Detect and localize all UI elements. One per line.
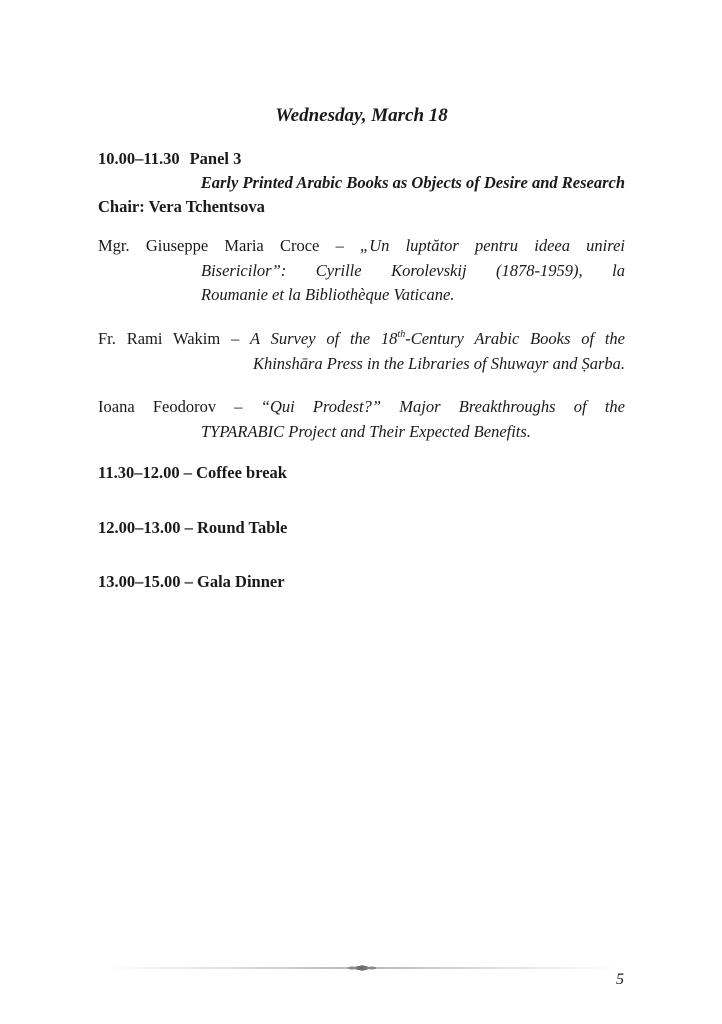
talk-speaker: Fr. Rami Wakim – <box>98 329 251 348</box>
talk-title: TYPARABIC Project and Their Expected Benefits. <box>201 421 531 441</box>
footer-ornament-rule <box>100 964 624 972</box>
schedule-item-coffee-break: 11.30–12.00 – Coffee break <box>98 463 287 482</box>
talk-title: Roumanie et la Bibliothèque Vaticane. <box>201 285 455 304</box>
schedule-item-round-table: 12.00–13.00 – Round Table <box>98 518 288 537</box>
talk-entry <box>98 234 625 308</box>
talk-line <box>98 395 625 420</box>
talk-entry <box>98 327 625 376</box>
talk-title: „Un luptător pentru ideea unirei <box>360 236 625 255</box>
talk-speaker: Ioana Feodorov – <box>98 397 261 416</box>
talk-line <box>98 234 625 259</box>
talk-speaker: Mgr. Giuseppe Maria Croce – <box>98 236 361 255</box>
talk-title: A Survey of the 18th-Century Arabic Books of the <box>250 328 625 348</box>
talk-title: “Qui Prodest?” Major Breakthroughs of the <box>260 397 625 416</box>
talk-title: Bisericilor”: Cyrille Korolevskij (1878-1959), la <box>201 260 625 280</box>
panel-title: Early Printed Arabic Books as Objects of Desire and Research <box>200 173 625 192</box>
panel-label: Panel 3 <box>189 149 242 168</box>
talk-line <box>98 327 625 352</box>
panel-chair: Chair: Vera Tchentsova <box>98 197 265 216</box>
schedule-item-gala-dinner: 13.00–15.00 – Gala Dinner <box>98 572 285 591</box>
day-heading: Wednesday, March 18 <box>275 105 448 126</box>
panel-time-row <box>98 148 241 170</box>
page-number: 5 <box>616 971 624 988</box>
talk-title: Khinshāra Press in the Libraries of Shuwayr and Ṣarba. <box>252 353 625 373</box>
panel-time: 10.00–11.30 <box>98 149 180 168</box>
talk-entry <box>98 395 625 444</box>
